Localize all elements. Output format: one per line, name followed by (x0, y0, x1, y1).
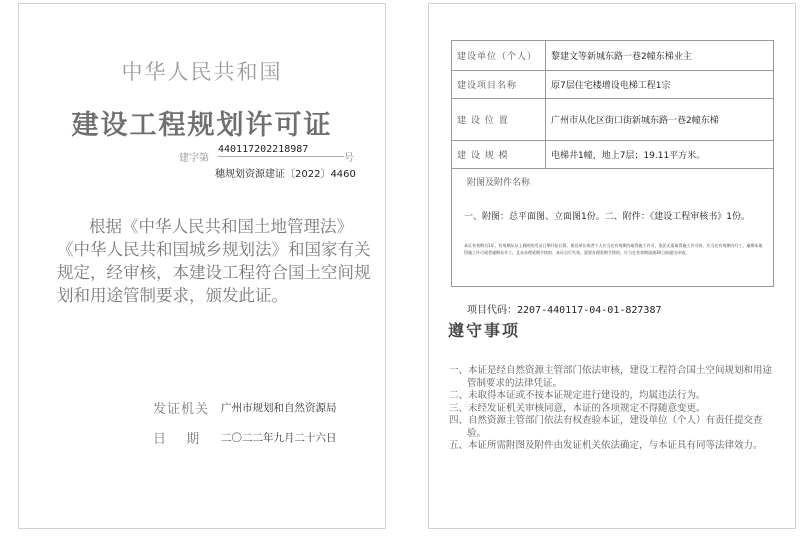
project-info-table (451, 40, 774, 169)
row-label: 建设项目名称 (452, 71, 546, 99)
row-value: 广州市从化区街口街新城东路一巷2幢东梯 (546, 99, 774, 141)
table-row (452, 41, 774, 71)
date-value: 二〇二二年九月二十六日 (221, 432, 337, 444)
table-row (452, 71, 774, 99)
permit-number: 440117202218987 (218, 144, 344, 157)
table-row (452, 141, 774, 169)
project-code (467, 301, 662, 316)
document-number: 穗规划资源建证〔2022〕4460 (215, 169, 356, 180)
date-label: 日 期 (153, 432, 200, 447)
certificate-title: 建设工程规划许可证 (71, 110, 333, 141)
certificate-front-page (18, 3, 386, 529)
permit-suffix: 号 (344, 153, 354, 164)
annex-label: 附图及附件名称 (467, 178, 531, 188)
list-item: 四、自然资源主管部门依法有权查验本证，建设单位（个人）有责任提交查验。 (449, 415, 763, 439)
project-code-value: 2207-440117-04-01-827387 (517, 305, 662, 316)
row-value: 黎建文等新城东路一巷2幢东梯业主 (546, 41, 774, 71)
annex-content: 一、附图：总平面图、立面图1份。二、附件：《建设工程审核书》1份。 (464, 212, 750, 222)
row-label: 建 设 位 置 (452, 99, 546, 141)
certificate-body-text: 根据《中华人民共和国土地管理法》《中华人民共和国城乡规划法》和国家有关规定，经审核，本建设工程符合国土空间规划和用途管制要求，颁发此证。 (57, 217, 371, 305)
row-label: 建 设 规 模 (452, 141, 546, 169)
list-item: 三、未经发证机关审核同意，本证的各项规定不得随意变更。 (449, 402, 706, 414)
row-value: 电梯井1幢，地上7层；19.11平方米。 (546, 141, 774, 169)
permit-prefix: 建字第 (179, 153, 209, 164)
list-item: 二、未取得本证或不按本证规定进行建设的，均属违法行为。 (449, 390, 706, 401)
certificate-details-page (428, 3, 796, 529)
issuer-value: 广州市规划和自然资源局 (221, 402, 337, 414)
validity-note: 本证有效期为1年，有效期从证上载明的发证日期开始计算。建设单位或者个人应当在有效期内取得施工许可。依法无需取得施工许可的，应当在有效期内开工。逾期未取得施工许可或者逾期未开工，且未办理延期手续的，本证自行失效。需要办理延期手续的，应当在有效期届满30日前提出申请。 (464, 243, 763, 255)
row-value: 原7层住宅楼增设电梯工程1宗 (546, 71, 774, 99)
notice-list (449, 365, 779, 453)
issuer-label: 发证机关 (153, 402, 210, 417)
country-name: 中华人民共和国 (121, 60, 283, 84)
list-item: 五、本证所需附图及附件由发证机关依法确定，与本证具有同等法律效力。 (449, 440, 763, 451)
project-code-label: 项目代码： (467, 305, 517, 316)
row-label: 建设单位（个人） (452, 41, 546, 71)
list-item: 一、本证是经自然资源主管部门依法审核，建设工程符合国土空间规划和用途管制要求的法律凭证。 (449, 365, 773, 389)
annex-section (451, 168, 774, 287)
table-row (452, 99, 774, 141)
notice-title: 遵守事项 (448, 321, 521, 340)
